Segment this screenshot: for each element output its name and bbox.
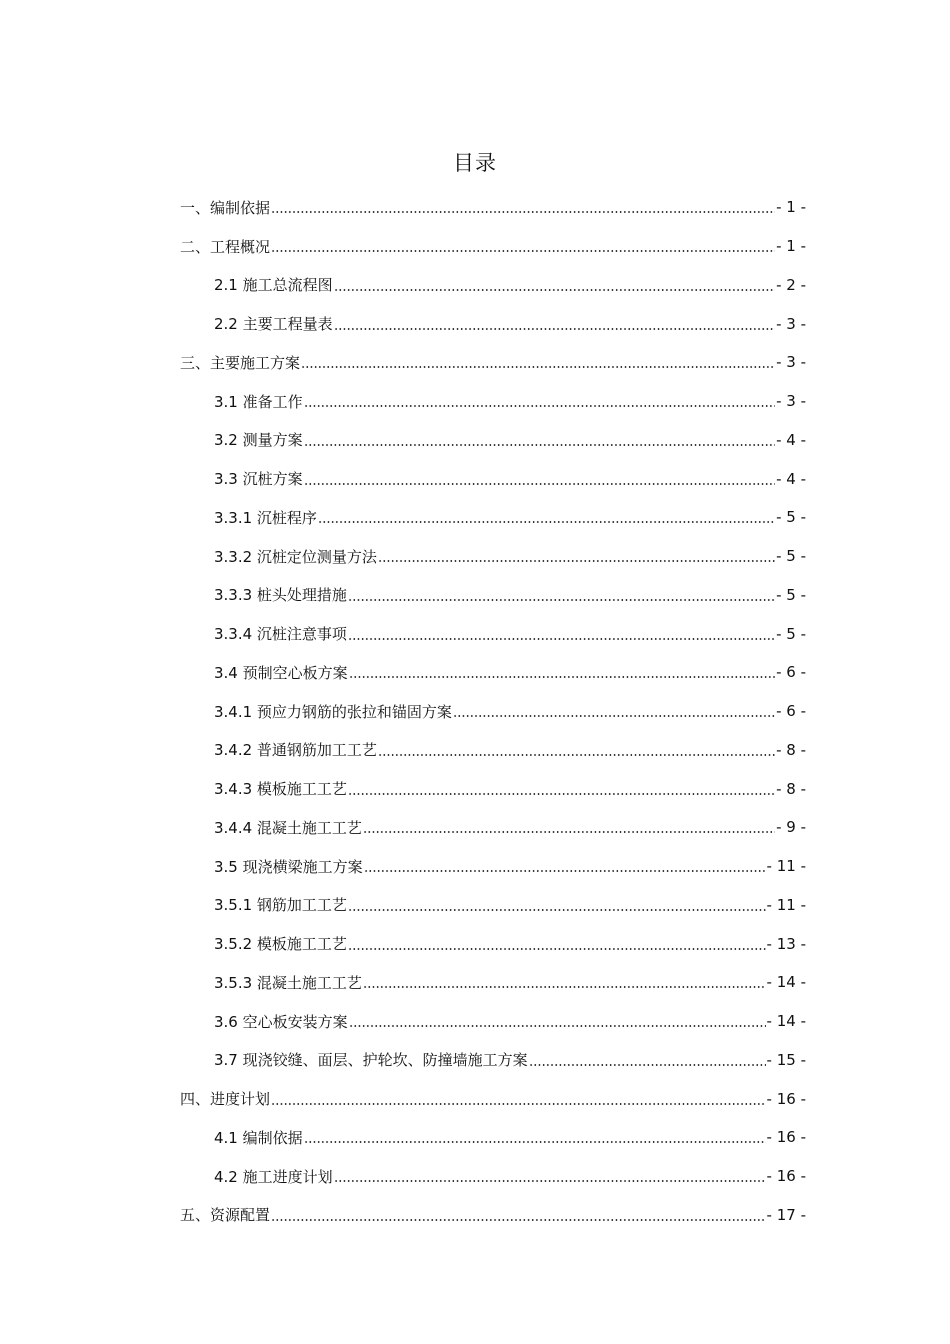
toc-dot-leader (271, 1090, 766, 1108)
toc-entry-title: 四、进度计划 (180, 1090, 271, 1109)
toc-dot-leader (334, 1167, 766, 1185)
toc-dot-leader (304, 392, 775, 410)
toc-dot-leader (363, 973, 766, 991)
toc-dot-leader (364, 857, 766, 875)
toc-entry-page-number: - 11 - (766, 895, 806, 914)
toc-dot-leader (334, 276, 775, 294)
toc-entry-page-number: - 11 - (766, 857, 806, 876)
toc-dot-leader (348, 586, 775, 604)
toc-entry[interactable] (0, 459, 950, 498)
toc-entry[interactable] (0, 847, 950, 886)
toc-entry[interactable] (0, 1118, 950, 1157)
toc-entry[interactable] (0, 886, 950, 925)
toc-entry[interactable] (0, 421, 950, 460)
toc-entry-title: 3.3.1 沉桩程序 (214, 508, 317, 527)
toc-entry[interactable] (0, 653, 950, 692)
toc-entry-title: 3.4.4 混凝土施工工艺 (214, 818, 362, 837)
toc-entry-title: 3.6 空心板安装方案 (214, 1012, 348, 1031)
toc-entry-page-number: - 6 - (776, 702, 806, 721)
toc-entry[interactable] (0, 963, 950, 1002)
toc-entry-page-number: - 14 - (766, 973, 806, 992)
toc-entry-title: 3.4 预制空心板方案 (214, 663, 348, 682)
toc-entry-page-number: - 9 - (776, 818, 806, 837)
toc-entry-title: 3.3 沉桩方案 (214, 470, 303, 489)
toc-entry-page-number: - 13 - (766, 934, 806, 953)
toc-entry-title: 4.1 编制依据 (214, 1128, 303, 1147)
toc-entry-page-number: - 14 - (766, 1012, 806, 1031)
toc-entry-title: 3.5 现浇横梁施工方案 (214, 857, 363, 876)
toc-entry[interactable] (0, 227, 950, 266)
toc-entry-page-number: - 5 - (776, 547, 806, 566)
toc-entry-title: 二、工程概况 (180, 237, 271, 256)
toc-entry-page-number: - 1 - (776, 237, 806, 256)
toc-entry-page-number: - 15 - (766, 1050, 806, 1069)
toc-dot-leader (348, 780, 775, 798)
toc-entry-title: 3.5.1 钢筋加工工艺 (214, 896, 347, 915)
toc-dot-leader (304, 470, 775, 488)
toc-entry-page-number: - 17 - (766, 1205, 806, 1224)
toc-entry-page-number: - 16 - (766, 1089, 806, 1108)
toc-entry-page-number: - 16 - (766, 1128, 806, 1147)
toc-dot-leader (363, 818, 775, 836)
toc-entry-page-number: - 8 - (776, 779, 806, 798)
toc-entry-title: 2.1 施工总流程图 (214, 276, 333, 295)
toc-entry[interactable] (0, 576, 950, 615)
table-of-contents (0, 188, 950, 1234)
toc-dot-leader (348, 625, 775, 643)
toc-entry[interactable] (0, 188, 950, 227)
toc-entry-page-number: - 3 - (776, 392, 806, 411)
toc-entry-title: 一、编制依据 (180, 198, 271, 217)
toc-dot-leader (349, 663, 775, 681)
toc-entry-page-number: - 6 - (776, 663, 806, 682)
toc-entry-page-number: - 5 - (776, 624, 806, 643)
toc-dot-leader (304, 431, 775, 449)
toc-entry-page-number: - 4 - (776, 430, 806, 449)
toc-dot-leader (271, 1206, 766, 1224)
toc-entry-title: 三、主要施工方案 (180, 353, 301, 372)
toc-entry[interactable] (0, 382, 950, 421)
toc-entry-page-number: - 4 - (776, 469, 806, 488)
toc-entry-title: 3.7 现浇铰缝、面层、护轮坎、防撞墙施工方案 (214, 1051, 528, 1070)
toc-entry-page-number: - 3 - (776, 314, 806, 333)
toc-dot-leader (318, 508, 775, 526)
toc-entry[interactable] (0, 1157, 950, 1196)
toc-entry-page-number: - 8 - (776, 740, 806, 759)
toc-entry[interactable] (0, 266, 950, 305)
toc-entry-page-number: - 2 - (776, 275, 806, 294)
toc-dot-leader (348, 935, 766, 953)
toc-entry-title: 3.4.2 普通钢筋加工工艺 (214, 741, 377, 760)
toc-entry[interactable] (0, 924, 950, 963)
toc-entry[interactable] (0, 1041, 950, 1080)
toc-entry-title: 3.3.2 沉桩定位测量方法 (214, 547, 377, 566)
toc-entry-title: 3.5.3 混凝土施工工艺 (214, 973, 362, 992)
toc-entry-title: 3.3.3 桩头处理措施 (214, 586, 347, 605)
toc-entry[interactable] (0, 769, 950, 808)
toc-entry-page-number: - 1 - (776, 198, 806, 217)
toc-entry[interactable] (0, 808, 950, 847)
toc-dot-leader (453, 702, 775, 720)
toc-dot-leader (349, 1012, 766, 1030)
toc-entry[interactable] (0, 1196, 950, 1235)
page-title: 目录 (453, 151, 497, 175)
toc-entry-title: 3.4.3 模板施工工艺 (214, 780, 347, 799)
toc-entry-title: 3.1 准备工作 (214, 392, 303, 411)
toc-dot-leader (271, 237, 775, 255)
toc-entry-title: 3.2 测量方案 (214, 431, 303, 450)
toc-entry-page-number: - 5 - (776, 508, 806, 527)
toc-entry[interactable] (0, 498, 950, 537)
toc-dot-leader (378, 741, 775, 759)
toc-entry[interactable] (0, 304, 950, 343)
toc-entry-page-number: - 3 - (776, 353, 806, 372)
toc-dot-leader (334, 315, 775, 333)
toc-dot-leader (529, 1051, 766, 1069)
toc-entry-title: 4.2 施工进度计划 (214, 1167, 333, 1186)
toc-entry[interactable] (0, 343, 950, 382)
toc-entry[interactable] (0, 692, 950, 731)
toc-entry[interactable] (0, 1079, 950, 1118)
toc-dot-leader (301, 353, 775, 371)
toc-entry-title: 3.5.2 模板施工工艺 (214, 935, 347, 954)
toc-entry-title: 3.4.1 预应力钢筋的张拉和锚固方案 (214, 702, 452, 721)
toc-dot-leader (304, 1128, 766, 1146)
toc-entry-page-number: - 16 - (766, 1167, 806, 1186)
toc-entry-title: 2.2 主要工程量表 (214, 315, 333, 334)
toc-entry-page-number: - 5 - (776, 585, 806, 604)
toc-entry[interactable] (0, 537, 950, 576)
toc-dot-leader (348, 896, 766, 914)
toc-dot-leader (271, 198, 775, 216)
toc-entry-title: 五、资源配置 (180, 1206, 271, 1225)
toc-entry[interactable] (0, 614, 950, 653)
toc-entry-title: 3.3.4 沉桩注意事项 (214, 625, 347, 644)
toc-entry[interactable] (0, 1002, 950, 1041)
toc-dot-leader (378, 547, 775, 565)
toc-entry[interactable] (0, 731, 950, 770)
